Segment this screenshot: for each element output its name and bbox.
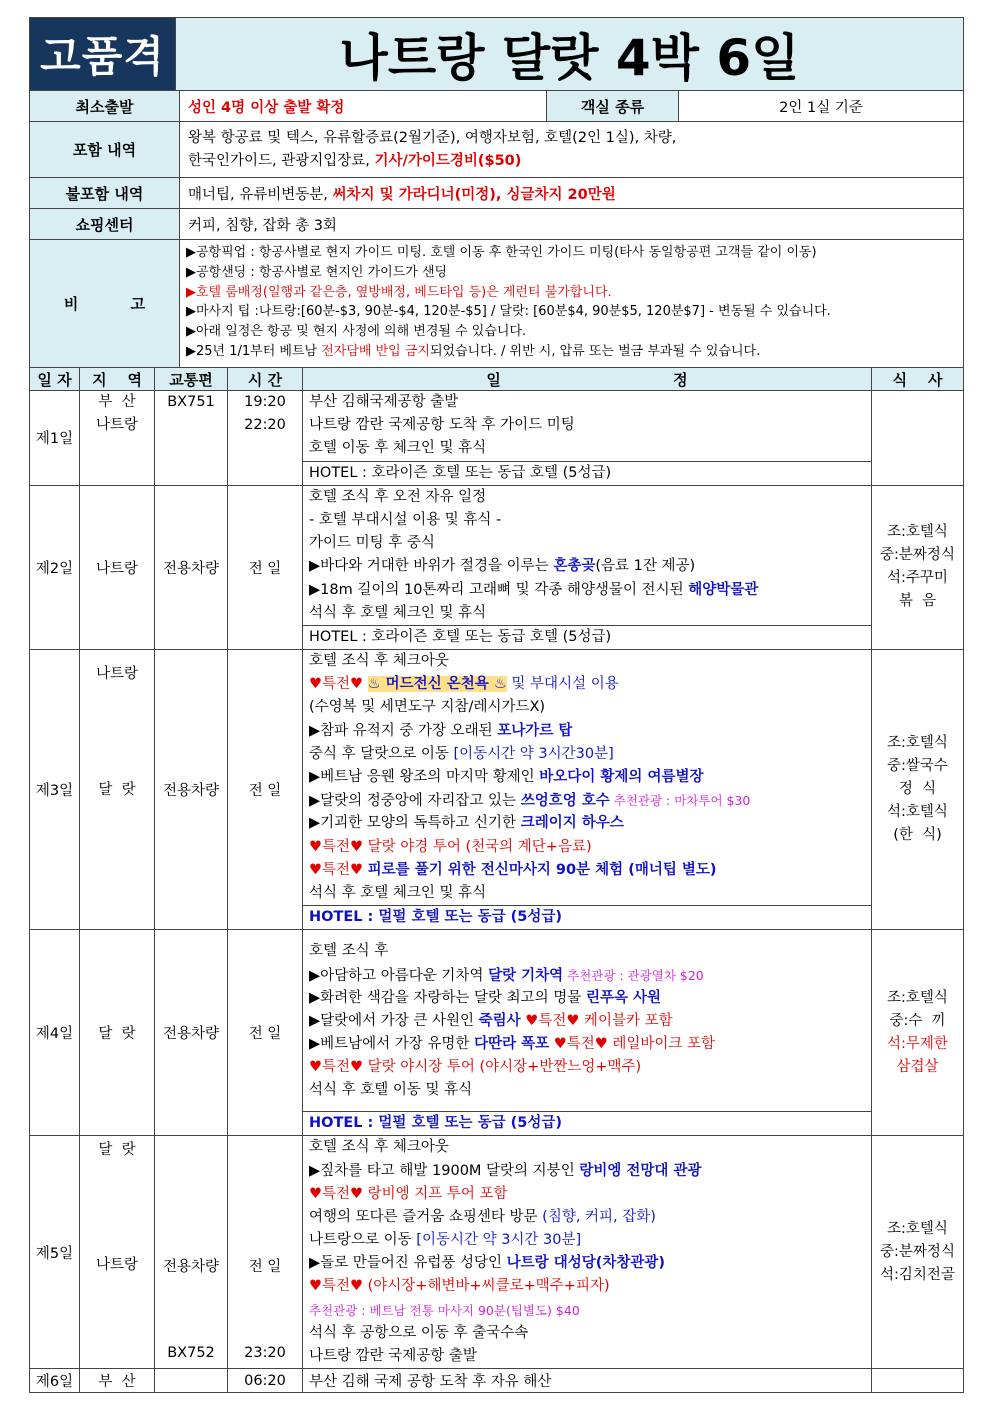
special-tag: ♥특전♥ <box>309 861 368 878</box>
schedule-line: 호텔 조식 후 체크아웃 <box>309 653 449 670</box>
schedule-line <box>303 964 871 987</box>
meal-item: 중:분짜정식 <box>880 547 955 564</box>
schedule-header <box>30 368 964 391</box>
day-1-time <box>228 391 303 486</box>
schedule-line: 나트랑 깜란 국제공항 도착 후 가이드 미팅 <box>309 417 575 434</box>
note-item: ▶공항픽업 : 항공사별로 현지 가이드 미팅. 호텔 이동 후 한국인 가이드 미팅(타사 동일항공편 고객들 같이 이동) <box>186 245 817 260</box>
day-6-label: 제6일 <box>30 1369 80 1393</box>
brand-logo: 고품격 <box>30 18 176 91</box>
note6b: 전자담배 반입 금지 <box>321 343 430 359</box>
text: 여행의 또다른 즐거움 쇼핑센타 방문 <box>309 1208 543 1225</box>
travel-time: [이동시간 약 3시간30분] <box>453 745 614 762</box>
day-5-schedule <box>303 1136 872 1369</box>
day-4-schedule <box>303 930 872 1136</box>
schedule-table <box>29 367 964 1393</box>
day-5-label: 제5일 <box>30 1136 80 1369</box>
special-tag: ♥특전♥ 레일바이크 포함 <box>549 1036 716 1053</box>
day-1-flight: BX751 <box>155 391 228 486</box>
highlight-spot: 바오다이 황제의 여름별장 <box>539 769 704 785</box>
meal-item: 석:김치전골 <box>880 1266 955 1283</box>
schedule-line <box>303 1033 871 1056</box>
highlight-spot: 포나가르 탑 <box>497 722 573 739</box>
day-1-label: 제1일 <box>30 391 80 486</box>
schedule-line: (수영복 및 세면도구 지참/레시가드X) <box>309 699 546 716</box>
shopping-value: 커피, 침향, 잡화 총 3회 <box>180 209 964 240</box>
day-2-meals <box>872 485 964 649</box>
notes-value <box>180 240 964 368</box>
highlight-spot: 피로를 풀기 위한 전신마사지 90분 체험 (매너팁 별도) <box>367 861 717 878</box>
meal-item: 조:호텔식 <box>887 1220 948 1237</box>
day-3-region <box>80 650 155 930</box>
schedule-line <box>303 1252 871 1275</box>
info-table <box>29 90 964 368</box>
day-6-region: 부 산 <box>80 1369 155 1393</box>
day-2-region: 나트랑 <box>80 485 155 649</box>
text: ▶달랏의 정중앙에 자리잡고 있는 <box>309 793 521 810</box>
day-3-transport: 전용차량 <box>155 650 228 930</box>
highlight-spot: 린푸옥 사원 <box>585 989 662 1006</box>
highlight-spot: 다딴라 폭포 <box>474 1036 550 1053</box>
meal-item: 중:쌀국수 <box>887 758 948 775</box>
schedule-line <box>303 579 871 602</box>
schedule-line: 석식 후 호텔 체크인 및 휴식 <box>309 604 487 621</box>
text: (야시장+해변바+씨클로+맥주+피자) <box>367 1278 610 1295</box>
highlight-spot: 혼총곶 <box>553 558 596 575</box>
schedule-line <box>303 987 871 1010</box>
text: (음료 1잔 제공) <box>595 558 696 575</box>
schedule-line: 호텔 조식 후 오전 자유 일정 <box>309 488 487 505</box>
day-2-time: 전 일 <box>228 485 303 649</box>
meal-item: 석:호텔식 <box>887 804 948 821</box>
special-tag: ♥특전♥ <box>309 1278 368 1295</box>
schedule-line: ♥특전♥ 랑비엥 지프 투어 포함 <box>309 1185 508 1202</box>
included-line-1: 왕복 항공료 및 텍스, 유류할증료(2월기준), 여행자보험, 호텔(2인 1실), 차량, <box>188 129 677 146</box>
shop-items: (침향, 커피, 잡화) <box>542 1208 656 1225</box>
schedule-line: - 호텔 부대시설 이용 및 휴식 - <box>309 511 502 528</box>
text: 및 부대시설 이용 <box>506 676 619 693</box>
text: ▶아담하고 아름다운 기차역 <box>309 967 489 984</box>
region-dalat: 달 랏 <box>98 782 136 799</box>
col-transport: 교통편 <box>155 368 228 391</box>
note-item: ▶호텔 룸배정(일행과 같은층, 옆방배정, 베드타입 등)은 게런티 불가합니다. <box>186 284 612 300</box>
highlight-spot: 쓰엉흐엉 호수 <box>520 793 610 810</box>
highlight-spot: 해양박물관 <box>688 581 759 598</box>
day-3-row <box>30 650 964 930</box>
included-line-2a: 한국인가이드, 관광지입장료, <box>188 152 375 169</box>
meal-item: 조:호텔식 <box>887 735 948 752</box>
text: ▶참파 유적지 중 가장 오래된 <box>309 722 498 739</box>
travel-time: [이동시간 약 3시간 30분] <box>416 1232 582 1249</box>
highlight-spot: 달랏 기차역 <box>488 967 564 984</box>
schedule-line: 석식 후 공항으로 이동 후 출국수속 <box>309 1324 529 1341</box>
itinerary-document <box>29 17 964 1393</box>
time-arrive: 22:20 <box>244 417 286 433</box>
page-title: 나트랑 달랏 4박 6일 <box>176 18 964 91</box>
schedule-line: 석식 후 호텔 이동 및 휴식 <box>309 1082 473 1099</box>
schedule-line: 가이드 미팅 후 중식 <box>309 535 435 552</box>
meal-item: 중:수 끼 <box>889 1012 946 1029</box>
highlight-spot: ♨ 머드전신 온천욕 ♨ <box>367 676 507 693</box>
schedule-line <box>303 1010 871 1033</box>
col-region: 지 역 <box>80 368 155 391</box>
special-tag: ♥특전♥ <box>309 676 368 693</box>
included-value <box>180 122 964 178</box>
note-item: ▶마사지 팁 :나트랑:[60분-$3, 90분-$4, 120분-$5] / 달랏: [60분$4, 90분$5, 120분$7] - 변동될 수 있습니다. <box>186 304 831 320</box>
hotel-line: HOTEL : 호라이즌 호텔 또는 동급 호텔 (5성급) <box>303 625 871 649</box>
day-5-meals <box>872 1136 964 1369</box>
meal-item: (한 식) <box>893 827 942 844</box>
day-6-schedule: 부산 김해 국제 공항 도착 후 자유 해산 <box>303 1369 872 1393</box>
day-4-region: 달 랏 <box>80 930 155 1136</box>
time-depart: 19:20 <box>244 394 286 410</box>
hotel-line: HOTEL : 멀펄 호텔 또는 동급 (5성급) <box>303 905 871 929</box>
schedule-line <box>303 673 871 696</box>
excluded-value <box>180 178 964 209</box>
schedule-line: 호텔 이동 후 체크인 및 휴식 <box>309 440 487 457</box>
day-4-transport: 전용차량 <box>155 930 228 1136</box>
meal-item: 조:호텔식 <box>887 524 948 541</box>
schedule-line: 호텔 조식 후 <box>309 943 389 960</box>
meal-item: 석:무제한 <box>887 1035 948 1052</box>
day-3-meals <box>872 650 964 930</box>
day-5-transport <box>155 1136 228 1369</box>
hotel-line: HOTEL : 멀펄 호텔 또는 동급 (5성급) <box>303 1111 871 1135</box>
meal-item: 중:분짜정식 <box>880 1243 955 1260</box>
day-6-transport <box>155 1369 228 1393</box>
day-1-meals <box>872 391 964 486</box>
schedule-line <box>303 766 871 789</box>
special-tag: ♥특전♥ 케이블카 포함 <box>520 1012 673 1029</box>
day-5-row <box>30 1136 964 1369</box>
highlight-spot: 랑비엥 전망대 관광 <box>579 1162 702 1179</box>
col-day: 일 자 <box>30 368 80 391</box>
room-type-value: 2인 1실 기준 <box>679 91 964 122</box>
excluded-b: 써차지 및 가라디너(미정), 싱글차지 20만원 <box>332 186 616 203</box>
time: 전 일 <box>248 1259 282 1276</box>
note-item: ▶공항샌딩 : 항공사별로 현지인 가이드가 샌딩 <box>186 264 448 280</box>
optional-tour: 추천관광 : 관광열차 $20 <box>563 967 704 983</box>
meal-item: 석:주꾸미 <box>887 570 948 587</box>
text: ▶바다와 거대한 바위가 절경을 이루는 <box>309 558 554 575</box>
day-6-row <box>30 1369 964 1393</box>
room-type-label: 객실 종류 <box>547 91 679 122</box>
day-2-label: 제2일 <box>30 485 80 649</box>
excluded-a: 매너팁, 유류비변동분, <box>188 186 333 203</box>
text: ▶화려한 색감을 자랑하는 달랏 최고의 명물 <box>309 989 586 1006</box>
schedule-line: 나트랑 깜란 국제공항 출발 <box>309 1348 477 1364</box>
region-busan: 부 산 <box>98 394 136 410</box>
highlight-spot: 죽림사 <box>478 1012 521 1029</box>
schedule-line: ♥특전♥ 달랏 야경 투어 (천국의 계단+음료) <box>309 838 592 855</box>
region-nhatrang: 나트랑 <box>95 666 139 683</box>
header-table <box>29 17 964 91</box>
day-1-region <box>80 391 155 486</box>
day-1-row <box>30 391 964 486</box>
day-4-time: 전 일 <box>228 930 303 1136</box>
guide-fee: 기사/가이드경비($50) <box>374 152 522 169</box>
schedule-line <box>303 789 871 812</box>
text: ▶베트남 응웬 왕조의 마지막 황제인 <box>309 769 540 785</box>
optional-tour: 추천관광 : 마차투어 $30 <box>609 793 751 809</box>
meal-item: 볶 음 <box>898 593 937 610</box>
text: ▶18m 길이의 10톤짜리 고래뼈 및 각종 해양생물이 전시된 <box>309 581 689 598</box>
col-meals: 식 사 <box>872 368 964 391</box>
region-nhatrang: 나트랑 <box>95 1257 139 1274</box>
day-5-time <box>228 1136 303 1369</box>
note-item: ▶아래 일정은 항공 및 현지 사정에 의해 변경될 수 있습니다. <box>186 324 527 340</box>
day-6-meals <box>872 1369 964 1393</box>
meal-item: 정 식 <box>898 781 937 798</box>
day-1-schedule <box>303 391 872 486</box>
highlight-spot: 나트랑 대성당(차창관광) <box>506 1255 666 1272</box>
meal-item: 조:호텔식 <box>887 989 948 1006</box>
schedule-line: 석식 후 호텔 체크인 및 휴식 <box>309 884 487 901</box>
schedule-line <box>303 720 871 743</box>
text: ▶기괴한 모양의 독특하고 신기한 <box>309 815 521 832</box>
schedule-line: 호텔 조식 후 체크아웃 <box>309 1139 449 1156</box>
text: 나트랑으로 이동 <box>309 1232 417 1249</box>
excluded-label: 불포함 내역 <box>30 178 180 209</box>
schedule-line <box>303 1206 871 1229</box>
included-label: 포함 내역 <box>30 122 180 178</box>
schedule-line <box>303 1229 871 1252</box>
time-depart: 23:20 <box>244 1345 286 1362</box>
transport: 전용차량 <box>162 1259 220 1276</box>
col-schedule: 일 정 <box>303 368 872 391</box>
text: ▶달랏에서 가장 큰 사원인 <box>309 1012 479 1029</box>
note6c: 되었습니다. / 위반 시, 압류 또는 벌금 부과될 수 있습니다. <box>429 343 761 359</box>
min-departure-value: 성인 4명 이상 출발 확정 <box>180 91 547 122</box>
day-4-label: 제4일 <box>30 930 80 1136</box>
schedule-line <box>303 555 871 578</box>
schedule-line: 부산 김해국제공항 출발 <box>309 394 459 410</box>
schedule-line <box>303 859 871 882</box>
highlight-spot: 크레이지 하우스 <box>520 815 624 832</box>
day-2-schedule <box>303 485 872 649</box>
schedule-line: 추천관광 : 베트남 전통 마사지 90분(팁별도) $40 <box>309 1302 580 1318</box>
schedule-line <box>303 743 871 766</box>
schedule-line <box>303 1275 871 1298</box>
day-4-meals <box>872 930 964 1136</box>
note-item <box>180 342 963 362</box>
day-5-region <box>80 1136 155 1369</box>
col-time: 시 간 <box>228 368 303 391</box>
min-departure-label: 최소출발 <box>30 91 180 122</box>
meal-item: 삼겹살 <box>896 1058 939 1075</box>
schedule-line: ♥특전♥ 달랏 야시장 투어 (야시장+반짠느엉+맥주) <box>309 1059 642 1076</box>
schedule-line <box>303 1160 871 1183</box>
text: ▶돌로 만들어진 유럽풍 성당인 <box>309 1255 507 1272</box>
text: ▶베트남에서 가장 유명한 <box>309 1036 475 1053</box>
text: ▶짚차를 타고 해발 1900M 달랏의 지붕인 <box>309 1162 580 1179</box>
hotel-line: HOTEL : 호라이즌 호텔 또는 동급 호텔 (5성급) <box>303 461 871 485</box>
text: 중식 후 달랏으로 이동 <box>309 745 454 762</box>
day-3-time: 전 일 <box>228 650 303 930</box>
region-dalat: 달 랏 <box>98 1142 136 1159</box>
day-2-row <box>30 485 964 649</box>
day-6-time: 06:20 <box>228 1369 303 1393</box>
day-3-schedule <box>303 650 872 930</box>
day-2-transport: 전용차량 <box>155 485 228 649</box>
day-3-label: 제3일 <box>30 650 80 930</box>
flight: BX752 <box>167 1345 215 1362</box>
region-nhatrang: 나트랑 <box>95 417 139 433</box>
notes-label: 비 고 <box>30 240 180 368</box>
shopping-label: 쇼핑센터 <box>30 209 180 240</box>
day-4-row <box>30 930 964 1136</box>
included-line-2 <box>188 150 963 173</box>
note6a: ▶25년 1/1부터 베트남 <box>186 343 322 359</box>
schedule-line <box>303 812 871 835</box>
